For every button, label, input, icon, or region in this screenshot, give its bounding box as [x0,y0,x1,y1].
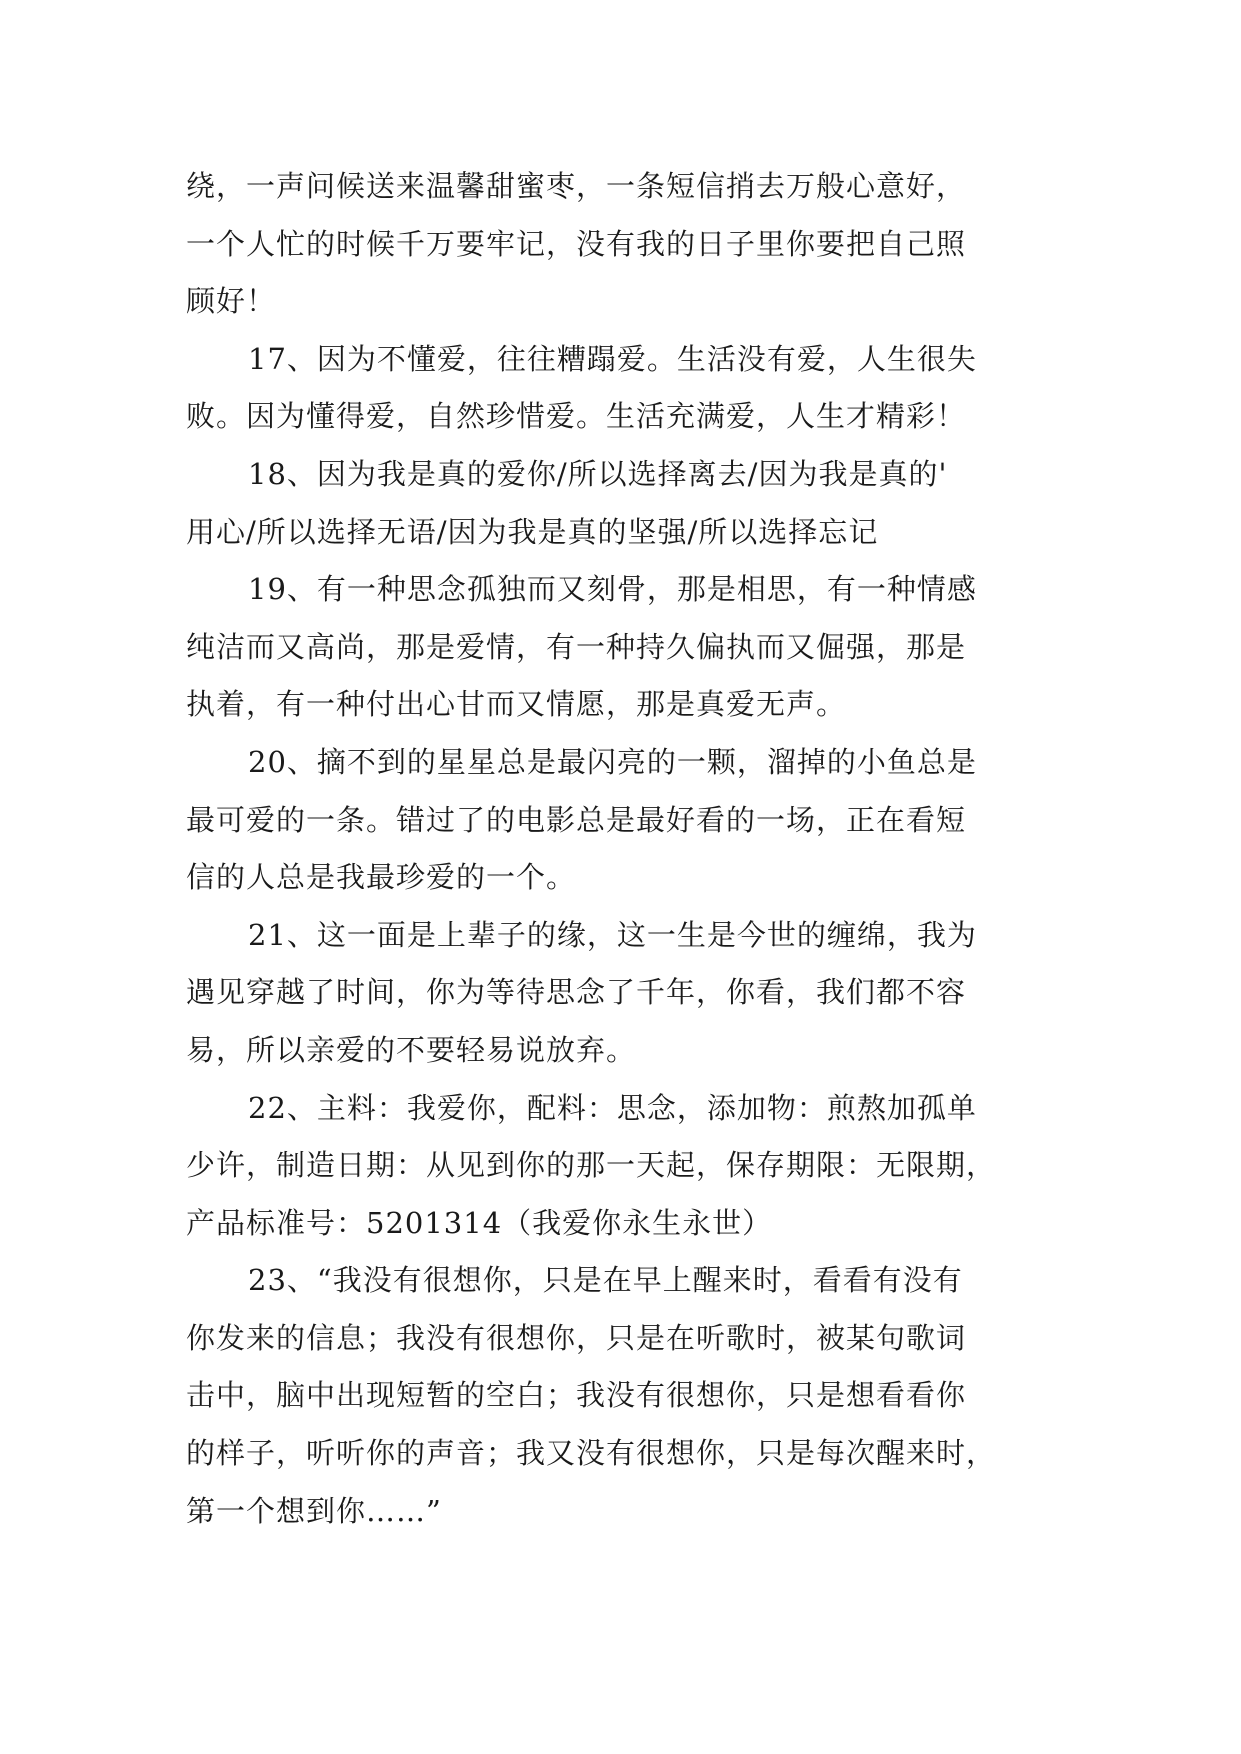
text-line: 执着，有一种付出心甘而又情愿，那是真爱无声。 [186,687,847,722]
text-line: 19、有一种思念孤独而又刻骨，那是相思，有一种情感 [248,572,977,607]
text-line: 23、“我没有很想你，只是在早上醒来时，看看有没有 [248,1263,963,1298]
paragraph-18 [186,446,1086,561]
paragraph-22 [186,1080,1086,1253]
text-line: 纯洁而又高尚，那是爱情，有一种持久偏执而又倔强，那是 [186,629,967,664]
text-line: 用心/所以选择无语/因为我是真的坚强/所以选择忘记 [186,514,879,549]
text-line: 遇见穿越了时间，你为等待思念了千年，你看，我们都不容 [186,975,967,1010]
paragraph-16-continued [186,158,1086,331]
text-line: 21、这一面是上辈子的缘，这一生是今世的缠绵，我为 [248,917,977,952]
text-line: 你发来的信息；我没有很想你，只是在听歌时，被某句歌词 [186,1320,967,1355]
text-line: 最可爱的一条。错过了的电影总是最好看的一场，正在看短 [186,802,967,837]
text-line: 击中，脑中出现短暂的空白；我没有很想你，只是想看看你 [186,1378,967,1413]
text-line: 信的人总是我最珍爱的一个。 [186,860,577,895]
text-line: 17、因为不懂爱，往往糟蹋爱。生活没有爱，人生很失 [248,341,977,376]
text-line: 顾好！ [186,284,277,319]
paragraph-17 [186,331,1086,446]
text-line: 18、因为我是真的爱你/所以选择离去/因为我是真的' [248,456,948,491]
text-line: 20、摘不到的星星总是最闪亮的一颗，溜掉的小鱼总是 [248,744,977,779]
text-line: 22、主料：我爱你，配料：思念，添加物：煎熬加孤单 [248,1090,977,1125]
text-line: 败。因为懂得爱，自然珍惜爱。生活充满爱，人生才精彩！ [186,399,967,434]
text-line: 第一个想到你……” [186,1493,442,1528]
text-line: 绕，一声问候送来温馨甜蜜枣，一条短信捎去万般心意好， [186,169,967,203]
text-line: 产品标准号：5201314（我爱你永生永世） [186,1205,773,1240]
text-line: 一个人忙的时候千万要牢记，没有我的日子里你要把自己照 [186,226,967,261]
paragraph-20 [186,734,1086,907]
text-line: 易，所以亲爱的不要轻易说放弃。 [186,1032,637,1067]
paragraph-23 [186,1252,1086,1540]
text-line: 的样子，听听你的声音；我又没有很想你，只是每次醒来时， [186,1436,997,1471]
paragraph-21 [186,907,1086,1080]
paragraph-19 [186,561,1086,734]
document-body [186,158,1086,1540]
text-line: 少许，制造日期：从见到你的那一天起，保存期限：无限期， [186,1148,997,1183]
